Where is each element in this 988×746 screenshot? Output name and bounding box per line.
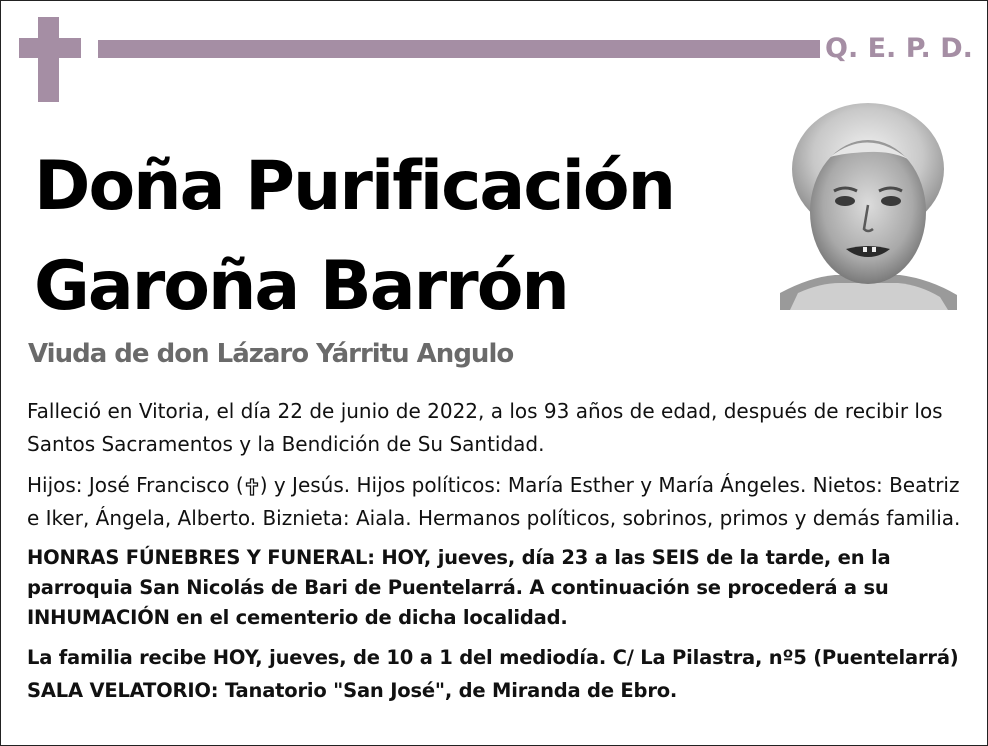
- latin-cross-icon: [38, 17, 59, 102]
- reception-paragraph: La familia recibe HOY, jueves, de 10 a 1 del mediodía. C/ La Pilastra, nº5 (Puentelarrá): [27, 646, 959, 669]
- latin-cross-icon-arm: [19, 38, 81, 58]
- name-line-2: Garoña Barrón: [34, 247, 568, 326]
- family-text-start: Hijos: José Francisco (: [27, 473, 244, 497]
- name-line-1: Doña Purificación: [34, 147, 675, 226]
- wake-paragraph: SALA VELATORIO: Tanatorio "San José", de Miranda de Ebro.: [27, 679, 678, 702]
- widow-subtitle: Viuda de don Lázaro Yárritu Angulo: [28, 339, 514, 369]
- family-paragraph: [27, 469, 967, 535]
- small-cross-icon: [245, 478, 259, 496]
- death-paragraph: Falleció en Vitoria, el día 22 de junio de 2022, a los 93 años de edad, después de recibir los Santos Sacramentos y la Bendición de Su Santidad.: [27, 399, 943, 456]
- obituary-body: [27, 395, 967, 707]
- deceased-name: [34, 137, 764, 337]
- qepd-label: Q. E. P. D.: [825, 33, 973, 64]
- family-text-end: ) y Jesús. Hijos políticos: María Esther y María Ángeles. Nietos: Beatriz e Iker, Ángela, Alberto. Biznieta: Aiala. Hermanos políticos, sobrinos, primos y demás familia.: [27, 473, 961, 530]
- portrait-photo: [780, 97, 957, 310]
- funeral-paragraph: HONRAS FÚNEBRES Y FUNERAL: HOY, jueves, día 23 a las SEIS de la tarde, en la parroquia San Nicolás de Bari de Puentelarrá. A continuación se procederá a su INHUMACIÓN en el cementerio de dicha localidad.: [27, 546, 891, 629]
- header-rule: [98, 40, 820, 58]
